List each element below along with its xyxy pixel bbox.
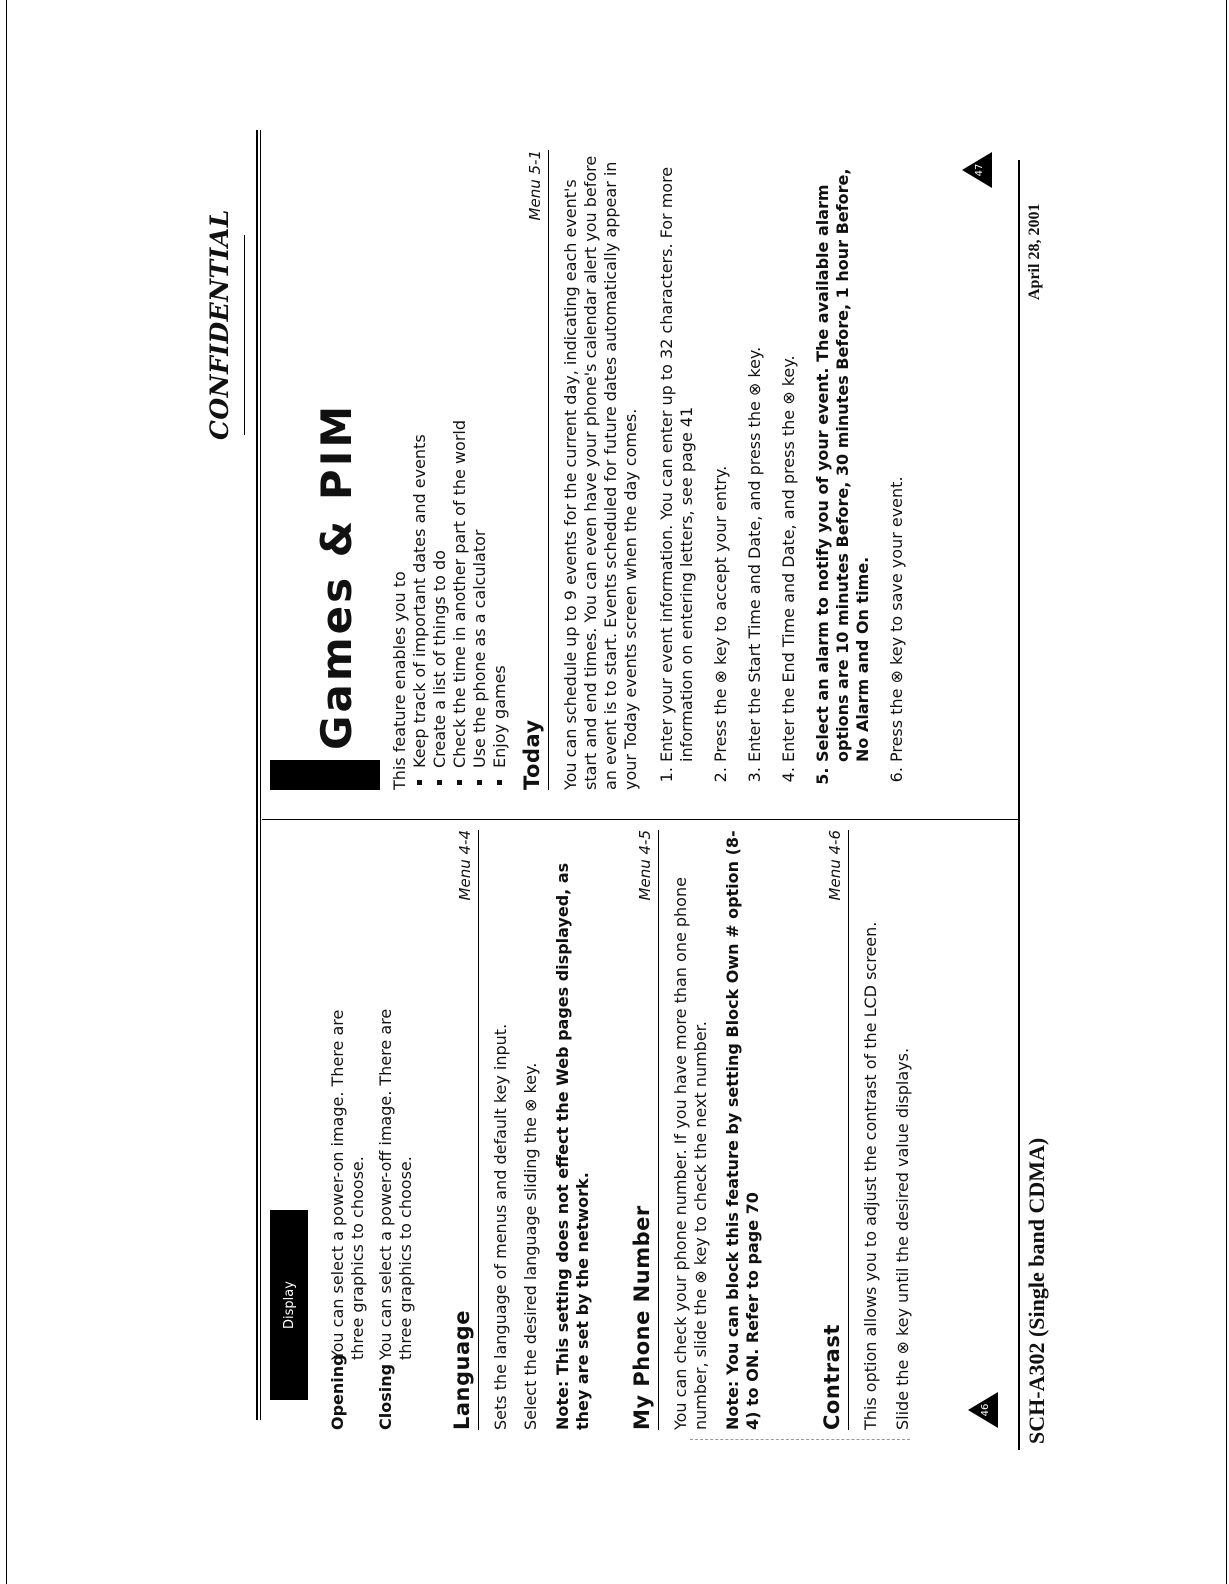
closing-term: Closing: [376, 1363, 395, 1430]
today-heading: Today: [520, 719, 544, 790]
intro-section: [390, 150, 510, 790]
list-item: ▪ Enjoy games: [490, 150, 510, 768]
opening-term: Opening: [328, 1354, 347, 1430]
steps-list: [657, 150, 907, 790]
my-phone-rule: [658, 830, 659, 1430]
contrast-rule: [848, 830, 849, 1430]
my-phone-note-label: Note:: [723, 1380, 742, 1430]
opening-item: [328, 830, 368, 1430]
my-phone-heading: My Phone Number: [630, 1205, 654, 1430]
header-rule: [256, 130, 258, 1420]
confidential-underline: [244, 235, 245, 435]
language-menu-ref: Menu 4-4: [456, 830, 474, 901]
list-item: 1. Enter your event information. You can enter up to 32 characters. For more information on entering letters, see page 41: [657, 150, 697, 762]
intro-text: This feature enables you to: [390, 571, 409, 790]
language-heading: Language: [450, 1310, 474, 1430]
page-number-right: 47: [974, 163, 985, 177]
my-phone-menu-ref: Menu 4-5: [636, 830, 654, 901]
my-phone-section: [630, 830, 763, 1430]
scan-border-left: [6, 0, 7, 1584]
closing-item: [376, 830, 416, 1430]
chapter-bar: [270, 760, 380, 790]
footer-rule: [1018, 160, 1020, 1450]
section-tab-display: Display: [270, 1210, 308, 1400]
opening-text: You can select a power-on image. There are three graphics to choose.: [328, 1009, 367, 1360]
list-item: 2. Press the ⊗ key to accept your entry.: [711, 150, 731, 762]
language-note-label: Note:: [553, 1380, 572, 1430]
list-item: 6. Press the ⊗ key to save your event.: [887, 150, 907, 762]
feature-list: [410, 150, 510, 790]
scan-border-right: [1226, 0, 1227, 1584]
list-item: ▪ Keep track of important dates and events: [410, 150, 430, 768]
list-item: ▪ Create a list of things to do: [430, 150, 450, 768]
my-phone-note-text: You can block this feature by setting Block Own # option (8-4) to ON. Refer to page 70: [723, 830, 762, 1430]
today-menu-ref: Menu 5-1: [526, 150, 544, 221]
language-p1: Sets the language of menus and default key input.: [491, 1023, 510, 1430]
today-section: [520, 150, 921, 790]
list-item: ▪ Use the phone as a calculator: [470, 150, 490, 768]
contrast-p1: This option allows you to adjust the contrast of the LCD screen.: [861, 921, 880, 1430]
today-rule: [548, 150, 549, 790]
page-number-left: 46: [980, 1403, 991, 1417]
today-p1: You can schedule up to 9 events for the current day, indicating each event's start and end times. You can even have your phone's calendar alert you before an event is to start. Events scheduled for future dates automatically appear in your Today events screen when the day comes.: [561, 155, 640, 790]
contrast-heading: Contrast: [820, 1324, 844, 1430]
model-label: SCH-A302 (Single band CDMA): [1024, 1137, 1049, 1444]
page-marker-left: [968, 1392, 991, 1428]
page-marker-right: [962, 152, 985, 188]
list-item: ▪ Check the time in another part of the world: [450, 150, 470, 768]
language-note-text: This setting does not effect the Web pages displayed, as they are set by the network.: [553, 862, 592, 1430]
contrast-menu-ref: Menu 4-6: [826, 830, 844, 901]
list-item: 4. Enter the End Time and Date, and press the ⊗ key.: [779, 150, 799, 762]
date-label: April 28, 2001: [1026, 203, 1043, 300]
language-rule: [478, 830, 479, 1430]
rotated-spread: [200, 130, 1049, 1450]
confidential-label: CONFIDENTIAL: [205, 209, 234, 440]
chapter-title: Games & PIM: [312, 402, 361, 750]
contrast-p2: Slide the ⊗ key until the desired value displays.: [893, 1047, 912, 1430]
crop-mark: [690, 1438, 910, 1440]
my-phone-p1: You can check your phone number. If you have more than one phone number, slide the ⊗ key to check the next number.: [671, 877, 710, 1430]
list-item: 3. Enter the Start Time and Date, and press the ⊗ key.: [745, 150, 765, 762]
closing-text: You can select a power-off image. There are three graphics to choose.: [376, 1008, 415, 1360]
language-p2: Select the desired language sliding the ⊗ key.: [521, 1062, 540, 1430]
header-rule-thin: [260, 130, 261, 1420]
contrast-section: [820, 830, 913, 1430]
language-section: [450, 830, 593, 1430]
list-item: 5. Select an alarm to notify you of your event. The available alarm options are 10 minutes Before, 30 minutes Before, 1 hour Before, No Alarm and On time.: [813, 150, 873, 762]
column-divider: [262, 819, 1018, 820]
